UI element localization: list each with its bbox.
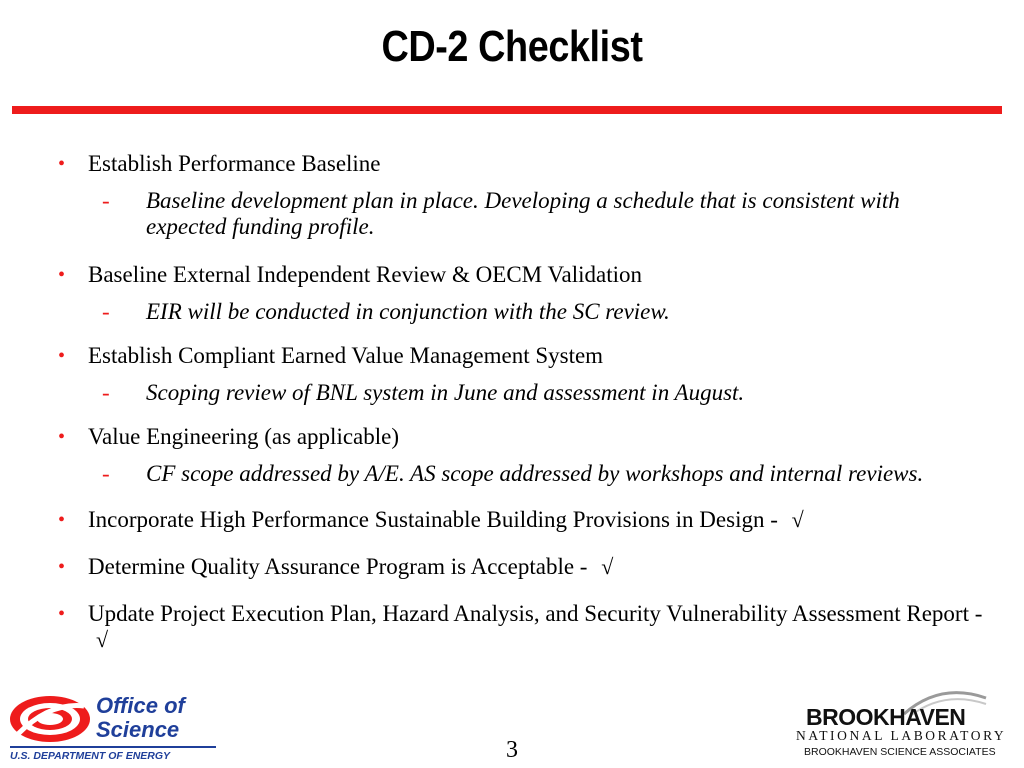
sub-item-text: Scoping review of BNL system in June and assessment in August. [146,380,745,405]
bullet-icon: • [58,153,66,175]
bullet-icon: • [58,603,66,625]
checklist-item [58,601,1008,653]
bnl-subtitle: NATIONAL LABORATORY [796,728,1007,743]
dash-icon: - [102,188,110,213]
title-divider [12,106,1002,114]
sub-item [58,461,976,487]
bullet-icon: • [58,345,66,367]
sub-item [58,188,976,240]
bullet-icon: • [58,556,66,578]
bullet-icon: • [58,509,66,531]
sub-item [58,299,976,325]
item-text: Value Engineering (as applicable) [88,424,400,449]
dash-icon: - [102,380,110,405]
bullet-icon: • [58,264,66,286]
bullet-icon: • [58,426,66,448]
slide-title: CD-2 Checklist [381,22,643,71]
office-of-science-line2: Science [96,717,180,742]
check-icon: √ [96,627,109,652]
checklist-item [58,507,1008,533]
item-text: Incorporate High Performance Sustainable Building Provisions in Design - [88,507,784,532]
item-text: Baseline External Independent Review & OECM Validation [88,262,642,287]
checklist-item [58,424,1008,450]
sub-item-text: EIR will be conducted in conjunction with the SC review. [146,299,670,324]
page-number: 3 [506,737,518,763]
checklist-item [58,343,1008,369]
checklist-item [58,262,1008,288]
item-text: Update Project Execution Plan, Hazard Analysis, and Security Vulnerability Assessment Report - [88,601,983,626]
checklist-item [58,554,1008,580]
check-icon: √ [791,507,804,532]
sub-item-text: Baseline development plan in place. Developing a schedule that is consistent with expected funding profile. [146,188,900,239]
doe-wordmark: U.S. DEPARTMENT OF ENERGY [10,746,216,762]
sub-item [58,380,976,406]
item-text: Determine Quality Assurance Program is Acceptable - [88,554,594,579]
bnl-wordmark: BROOKHAVEN [806,704,966,730]
item-text: Establish Compliant Earned Value Management System [88,343,604,368]
checklist-item [58,151,1008,177]
checklist [58,151,1008,653]
brookhaven-logo [790,688,1016,764]
item-text: Establish Performance Baseline [88,151,381,176]
sub-item-text: CF scope addressed by A/E. AS scope addressed by workshops and internal reviews. [146,461,924,486]
check-icon: √ [601,554,614,579]
dash-icon: - [102,299,110,324]
bnl-associates: BROOKHAVEN SCIENCE ASSOCIATES [804,746,996,758]
office-of-science-wordmark [96,694,185,742]
office-of-science-line1: Office of [96,693,185,718]
dash-icon: - [102,461,110,486]
